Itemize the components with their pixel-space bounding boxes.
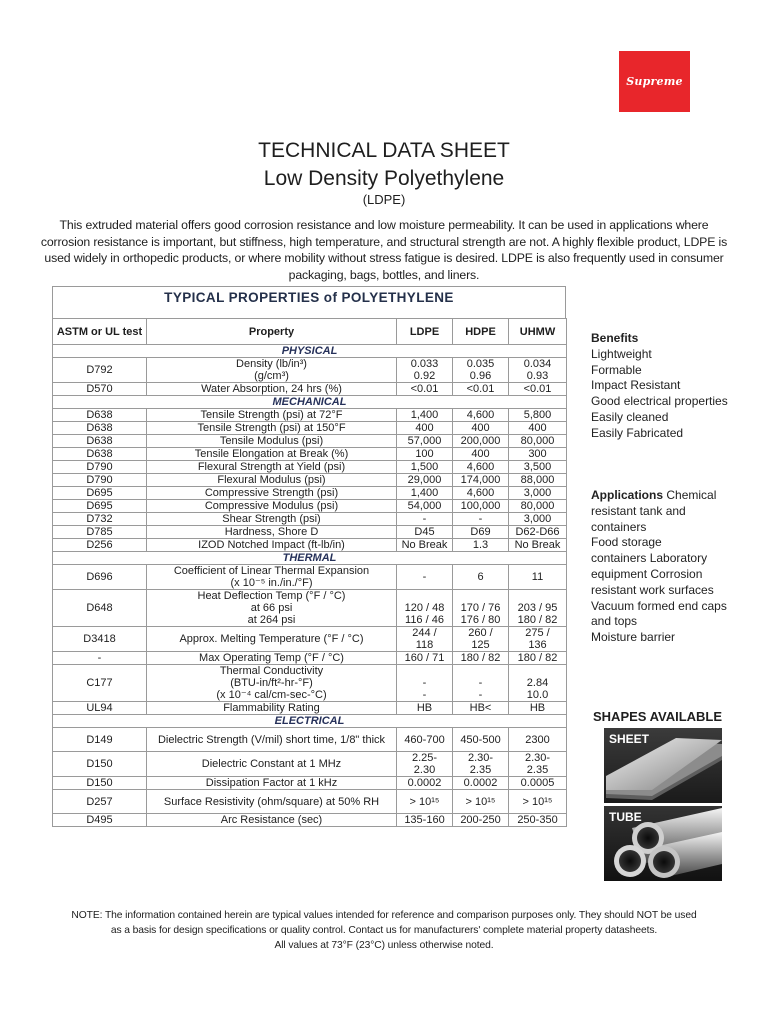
table-row [53, 500, 567, 513]
cell-uhmw: 80,000 [509, 435, 567, 448]
applications-line: Vacuum formed end caps [591, 598, 727, 613]
cell-hdpe: 0.0002 [453, 777, 509, 790]
section-header-row [53, 715, 567, 728]
table-row [53, 513, 567, 526]
note-line: NOTE: The information contained herein are typical values intended for reference and comparison purposes only. They should NOT be used [71, 910, 697, 921]
tube-shape-image [604, 806, 722, 881]
cell-property: Compressive Strength (psi) [147, 487, 397, 500]
applications-line: Food storage [591, 535, 662, 550]
cell-test: D732 [53, 513, 147, 526]
applications-line: equipment Corrosion [591, 566, 703, 581]
section-header: ELECTRICAL [53, 715, 567, 728]
cell-hdpe: D69 [453, 526, 509, 539]
cell-uhmw: 180 / 82 [509, 652, 567, 665]
cell-ldpe: 2.25- 2.30 [397, 752, 453, 777]
cell-ldpe: 160 / 71 [397, 652, 453, 665]
note-line: as a basis for design specifications or quality control. Contact us for manufacturers' complete material property datasheets. [110, 925, 658, 936]
cell-ldpe: 29,000 [397, 474, 453, 487]
cell-uhmw: D62-D66 [509, 526, 567, 539]
cell-uhmw: 5,800 [509, 409, 567, 422]
cell-test: D790 [53, 474, 147, 487]
table-row [53, 814, 567, 827]
cell-uhmw: 203 / 95 180 / 82 [509, 590, 567, 627]
table-row [53, 565, 567, 590]
cell-property: Tensile Elongation at Break (%) [147, 448, 397, 461]
applications-line: Moisture barrier [591, 630, 676, 645]
cell-test: D696 [53, 565, 147, 590]
cell-property: Max Operating Temp (°F / °C) [147, 652, 397, 665]
cell-hdpe: 100,000 [453, 500, 509, 513]
cell-hdpe: 200,000 [453, 435, 509, 448]
table-row [53, 590, 567, 627]
cell-test: D150 [53, 777, 147, 790]
cell-uhmw: 0.0005 [509, 777, 567, 790]
cell-uhmw: 250-350 [509, 814, 567, 827]
sheet-label: SHEET [609, 732, 650, 746]
cell-test: D695 [53, 487, 147, 500]
cell-property: Tensile Strength (psi) at 150°F [147, 422, 397, 435]
cell-ldpe: 244 / 118 [397, 627, 453, 652]
cell-test: D638 [53, 422, 147, 435]
cell-test: D638 [53, 435, 147, 448]
brand-logo [619, 51, 690, 112]
cell-hdpe: 450-500 [453, 728, 509, 752]
cell-property: Tensile Modulus (psi) [147, 435, 397, 448]
cell-property: Shear Strength (psi) [147, 513, 397, 526]
cell-uhmw: 275 / 136 [509, 627, 567, 652]
table-row [53, 652, 567, 665]
cell-ldpe: 100 [397, 448, 453, 461]
cell-ldpe: 54,000 [397, 500, 453, 513]
cell-uhmw: 2300 [509, 728, 567, 752]
cell-hdpe: > 10¹⁵ [453, 790, 509, 814]
cell-test: D638 [53, 409, 147, 422]
table-row [53, 752, 567, 777]
benefit-item: Lightweight [591, 346, 652, 361]
cell-hdpe: <0.01 [453, 383, 509, 396]
cell-ldpe: 1,500 [397, 461, 453, 474]
applications-line: containers Laboratory [591, 551, 708, 566]
disclaimer-note [30, 908, 738, 953]
cell-ldpe: 460-700 [397, 728, 453, 752]
cell-test: D570 [53, 383, 147, 396]
sheet-shape-image [604, 728, 722, 803]
cell-uhmw: 11 [509, 565, 567, 590]
section-header: THERMAL [53, 552, 567, 565]
cell-ldpe: 1,400 [397, 409, 453, 422]
table-row [53, 487, 567, 500]
tube-label: TUBE [609, 810, 642, 824]
cell-uhmw: 0.034 0.93 [509, 358, 567, 383]
applications-block [591, 488, 727, 646]
brand-logo-text: Supreme [626, 75, 683, 88]
header-property: Property [147, 319, 397, 345]
benefit-item: Formable [591, 362, 642, 377]
cell-ldpe: 1,400 [397, 487, 453, 500]
cell-property: Dielectric Strength (V/mil) short time, 1/8" thick [147, 728, 397, 752]
cell-hdpe: 400 [453, 422, 509, 435]
cell-uhmw: 3,500 [509, 461, 567, 474]
cell-ldpe: - - [397, 665, 453, 702]
intro-paragraph: This extruded material offers good corrosion resistance and low moisture permeability. It can be used in applications where corrosion resistance is important, but stiffness, high temperature, and structural strength are not. A highly flexible product, LDPE is used widely in orthopedic products, or where mobility without stress fatigue is desired. LDPE is also frequently used in consumer packaging, bags, bottles, and liners. [40, 218, 728, 282]
cell-test: D149 [53, 728, 147, 752]
cell-property: Tensile Strength (psi) at 72°F [147, 409, 397, 422]
cell-property: Coefficient of Linear Thermal Expansion (x 10⁻⁵ in./in./°F) [147, 565, 397, 590]
cell-property: Dissipation Factor at 1 kHz [147, 777, 397, 790]
cell-property: Density (lb/in³) (g/cm³) [147, 358, 397, 383]
properties-table-title: TYPICAL PROPERTIES of POLYETHYLENE [52, 286, 566, 318]
section-header: MECHANICAL [53, 396, 567, 409]
table-row [53, 358, 567, 383]
cell-property: Compressive Modulus (psi) [147, 500, 397, 513]
cell-test: UL94 [53, 702, 147, 715]
cell-uhmw: <0.01 [509, 383, 567, 396]
cell-uhmw: HB [509, 702, 567, 715]
table-row [53, 435, 567, 448]
cell-property: Flammability Rating [147, 702, 397, 715]
header-test: ASTM or UL test [53, 319, 147, 345]
cell-property: Heat Deflection Temp (°F / °C) at 66 psi at 264 psi [147, 590, 397, 627]
cell-ldpe: 57,000 [397, 435, 453, 448]
cell-hdpe: - [453, 513, 509, 526]
cell-test: D3418 [53, 627, 147, 652]
applications-line: containers [591, 519, 647, 534]
section-header-row [53, 345, 567, 358]
benefits-heading: Benefits [591, 331, 639, 345]
cell-uhmw: 300 [509, 448, 567, 461]
cell-property: Thermal Conductivity (BTU-in/ft²-hr-°F) (x 10⁻⁴ cal/cm-sec-°C) [147, 665, 397, 702]
cell-ldpe: 0.0002 [397, 777, 453, 790]
note-line: All values at 73°F (23°C) unless otherwise noted. [274, 940, 494, 951]
cell-ldpe: - [397, 565, 453, 590]
cell-ldpe: 400 [397, 422, 453, 435]
cell-uhmw: 88,000 [509, 474, 567, 487]
table-row [53, 409, 567, 422]
cell-ldpe: - [397, 513, 453, 526]
cell-test: D256 [53, 539, 147, 552]
benefits-block [591, 331, 728, 442]
applications-line: resistant tank and [591, 503, 686, 518]
cell-test: D790 [53, 461, 147, 474]
cell-hdpe: HB< [453, 702, 509, 715]
cell-ldpe: > 10¹⁵ [397, 790, 453, 814]
section-header: PHYSICAL [53, 345, 567, 358]
cell-test: D648 [53, 590, 147, 627]
cell-property: Flexural Modulus (psi) [147, 474, 397, 487]
cell-test: D695 [53, 500, 147, 513]
cell-test: D638 [53, 448, 147, 461]
cell-property: Dielectric Constant at 1 MHz [147, 752, 397, 777]
benefit-item: Easily Fabricated [591, 425, 684, 440]
table-row [53, 777, 567, 790]
cell-property: Hardness, Shore D [147, 526, 397, 539]
benefit-item: Impact Resistant [591, 378, 681, 393]
table-header-row [53, 319, 567, 345]
cell-test: D785 [53, 526, 147, 539]
cell-hdpe: - - [453, 665, 509, 702]
table-row [53, 461, 567, 474]
cell-uhmw: No Break [509, 539, 567, 552]
cell-hdpe: 174,000 [453, 474, 509, 487]
cell-property: Arc Resistance (sec) [147, 814, 397, 827]
header-ldpe: LDPE [397, 319, 453, 345]
table-row [53, 665, 567, 702]
cell-hdpe: 180 / 82 [453, 652, 509, 665]
properties-table [52, 318, 567, 827]
cell-property: Approx. Melting Temperature (°F / °C) [147, 627, 397, 652]
properties-table-container [52, 286, 566, 877]
benefit-item: Easily cleaned [591, 409, 669, 424]
cell-ldpe: <0.01 [397, 383, 453, 396]
section-header-row [53, 552, 567, 565]
cell-hdpe: 1.3 [453, 539, 509, 552]
applications-line: and tops [591, 614, 638, 629]
cell-uhmw: 80,000 [509, 500, 567, 513]
properties-table-body [53, 345, 567, 827]
cell-test: D257 [53, 790, 147, 814]
cell-property: Water Absorption, 24 hrs (%) [147, 383, 397, 396]
cell-hdpe: 4,600 [453, 461, 509, 474]
cell-ldpe: HB [397, 702, 453, 715]
cell-hdpe: 4,600 [453, 409, 509, 422]
cell-uhmw: > 10¹⁵ [509, 790, 567, 814]
cell-hdpe: 200-250 [453, 814, 509, 827]
cell-ldpe: 135-160 [397, 814, 453, 827]
cell-ldpe: 120 / 48 116 / 46 [397, 590, 453, 627]
cell-hdpe: 4,600 [453, 487, 509, 500]
cell-uhmw: 2.30- 2.35 [509, 752, 567, 777]
table-row [53, 383, 567, 396]
applications-line: resistant work surfaces [591, 582, 714, 597]
header-uhmw: UHMW [509, 319, 567, 345]
cell-property: IZOD Notched Impact (ft-lb/in) [147, 539, 397, 552]
cell-hdpe: 2.30- 2.35 [453, 752, 509, 777]
table-row [53, 422, 567, 435]
table-row [53, 474, 567, 487]
cell-hdpe: 260 / 125 [453, 627, 509, 652]
cell-ldpe: 0.033 0.92 [397, 358, 453, 383]
cell-hdpe: 400 [453, 448, 509, 461]
table-row [53, 448, 567, 461]
cell-uhmw: 3,000 [509, 487, 567, 500]
cell-uhmw: 400 [509, 422, 567, 435]
material-abbreviation: (LDPE) [362, 192, 406, 207]
applications-line: Chemical [666, 488, 717, 502]
table-row [53, 539, 567, 552]
document-title: TECHNICAL DATA SHEET [258, 139, 510, 162]
table-row [53, 627, 567, 652]
table-row [53, 728, 567, 752]
cell-uhmw: 2.84 10.0 [509, 665, 567, 702]
cell-property: Surface Resistivity (ohm/square) at 50% RH [147, 790, 397, 814]
cell-test: D792 [53, 358, 147, 383]
benefit-item: Good electrical properties [591, 394, 728, 409]
cell-hdpe: 0.035 0.96 [453, 358, 509, 383]
cell-ldpe: D45 [397, 526, 453, 539]
applications-heading: Applications [591, 488, 664, 502]
cell-hdpe: 170 / 76 176 / 80 [453, 590, 509, 627]
cell-test: C177 [53, 665, 147, 702]
table-row [53, 526, 567, 539]
cell-test: - [53, 652, 147, 665]
cell-test: D150 [53, 752, 147, 777]
cell-test: D495 [53, 814, 147, 827]
header-hdpe: HDPE [453, 319, 509, 345]
table-row [53, 790, 567, 814]
cell-hdpe: 6 [453, 565, 509, 590]
shapes-heading: SHAPES AVAILABLE [593, 709, 723, 724]
cell-uhmw: 3,000 [509, 513, 567, 526]
cell-ldpe: No Break [397, 539, 453, 552]
cell-property: Flexural Strength at Yield (psi) [147, 461, 397, 474]
section-header-row [53, 396, 567, 409]
table-row [53, 702, 567, 715]
document-subtitle: Low Density Polyethylene [263, 167, 505, 190]
